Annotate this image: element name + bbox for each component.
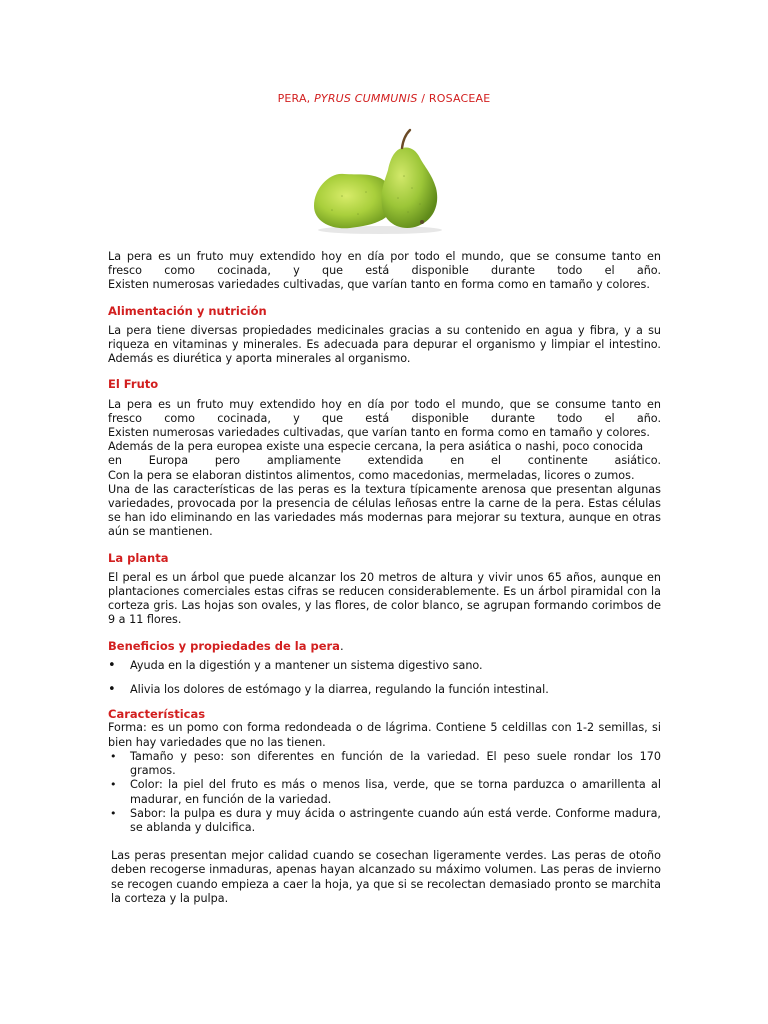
intro-line: Existen numerosas variedades cultivadas, que varían tanto en forma como en tamaño y colores. [108,278,650,292]
intro-paragraph [108,250,661,293]
planta-paragraph: El peral es un árbol que puede alcanzar los 20 metros de altura y vivir unos 65 años, aunque en plantaciones comerciales estas cifras se reducen considerablemente. Es un árbol piramidal con la corteza gris. Las hojas son ovales, y las flores, de color blanco, se agrupan formando corimbos de 9 a 11 flores. [108,570,661,627]
beneficios-heading-dot: . [339,638,344,653]
fruto-line: fresco como cocinada, y que está disponible durante todo el año. [108,411,661,425]
section-heading-alimentacion: Alimentación y nutrición [108,303,267,318]
fruto-paragraph [108,398,661,540]
fruto-line: Una de las características de las peras es la textura típicamente arenosa que presentan algunas variedades, provocada por la presencia de células leñosas entre la carne de la pera. Estas células se han ido eliminando en las variedades más modernas para mejorar su textura, aunque en otras aún se mantienen. [108,482,661,539]
closing-paragraph: Las peras presentan mejor calidad cuando se cosechan ligeramente verdes. Las peras de otoño deben recogerse inmaduras, apenas hayan alcanzado su máximo volumen. Las peras de invierno se recogen cuando empieza a caer la hoja, ya que si se recolectan demasiado pronto se marchita la corteza y la pulpa. [111,849,661,905]
list-item: • Tamaño y peso: son diferentes en función de la variedad. El peso suele rondar los 170 gramos. [108,750,661,778]
fruto-line: Existen numerosas variedades cultivadas, que varían tanto en forma como en tamaño y colores. [108,426,650,440]
list-item: • Ayuda en la digestión y a mantener un sistema digestivo sano. [108,659,661,673]
fruto-line: Con la pera se elaboran distintos alimentos, como macedonias, mermeladas, licores o zumos. [108,468,635,482]
section-heading-beneficios [108,639,661,653]
intro-line: La pera es un fruto muy extendido hoy en día por todo el mundo, que se consume tanto en [108,250,661,263]
list-item: • Color: la piel del fruto es más o menos lisa, verde, que se torna parduzca o amarillenta al madurar, en función de la variedad. [108,778,661,806]
section-heading-planta: La planta [108,550,169,565]
intro-line: fresco como cocinada, y que está disponible durante todo el año. [108,264,661,278]
section-heading-caracteristicas: Características [108,707,206,722]
document-body [108,250,661,906]
fruto-line: en Europa pero ampliamente extendida en el continente asiático. [108,454,661,468]
caracteristicas-list [108,750,661,835]
title-common-name: PERA, [277,92,315,105]
caracteristicas-forma: Forma: es un pomo con forma redondeada o de lágrima. Contiene 5 celdillas con 1-2 semillas, si bien hay variedades que no las tienen. [108,721,661,749]
fruto-line: Además de la pera europea existe una especie cercana, la pera asiática o nashi, poco conocida [108,440,644,454]
alimentacion-paragraph: La pera tiene diversas propiedades medicinales gracias a su contenido en agua y fibra, y a su riqueza en vitaminas y minerales. Es adecuada para depurar el organismo y limpiar el intestino. Además es diurética y aporta minerales al organismo. [108,323,661,366]
pears-image [302,126,452,236]
document-title [0,92,768,105]
beneficios-list [108,659,661,697]
fruto-line: La pera es un fruto muy extendido hoy en día por todo el mundo, que se consume tanto en [108,397,661,411]
beneficios-heading-text: Beneficios y propiedades de la pera [108,638,340,653]
section-heading-fruto: El Fruto [108,377,159,392]
title-family: / ROSACEAE [417,92,491,105]
title-scientific-name: PYRUS CUMMUNIS [314,92,418,105]
list-item: • Alivia los dolores de estómago y la diarrea, regulando la función intestinal. [108,683,661,697]
list-item: • Sabor: la pulpa es dura y muy ácida o astringente cuando aún está verde. Conforme madura, se ablanda y dulcifica. [108,807,661,835]
